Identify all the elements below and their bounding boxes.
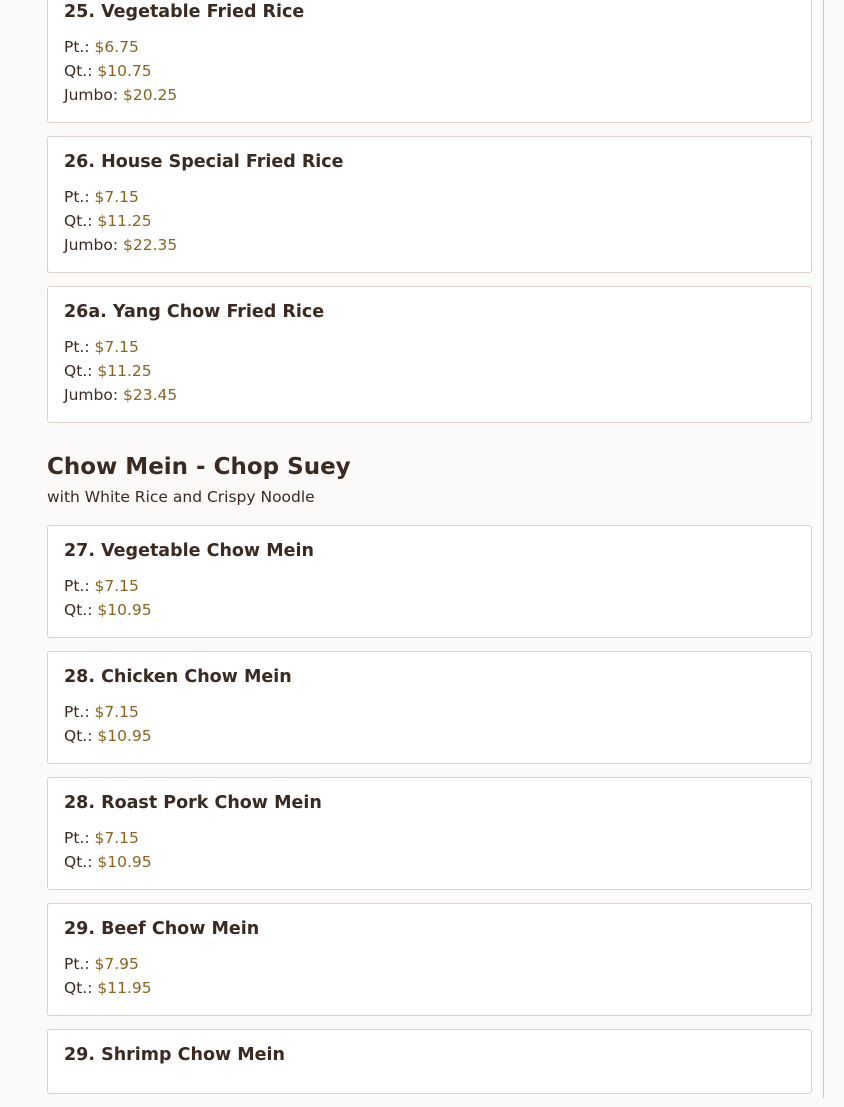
menu-item-title: 27. Vegetable Chow Mein <box>64 541 314 561</box>
menu-item-card[interactable] <box>47 1029 812 1094</box>
price-value: $10.75 <box>97 62 152 80</box>
menu-item-title: 25. Vegetable Fried Rice <box>64 2 305 22</box>
price-row <box>64 359 795 383</box>
price-value: $7.15 <box>94 829 139 847</box>
price-label: Pt.: <box>64 955 90 973</box>
price-value: $11.25 <box>97 212 152 230</box>
price-label: Pt.: <box>64 338 90 356</box>
price-label: Pt.: <box>64 188 90 206</box>
price-label: Qt.: <box>64 853 93 871</box>
price-row <box>64 59 795 83</box>
price-row <box>64 35 795 59</box>
price-value: $10.95 <box>97 727 152 745</box>
menu-page <box>47 0 812 1107</box>
menu-item-card[interactable] <box>47 525 812 638</box>
price-value: $6.75 <box>94 38 139 56</box>
price-value: $22.35 <box>122 236 178 254</box>
price-label: Pt.: <box>64 577 90 595</box>
price-row <box>64 952 795 976</box>
price-label: Qt.: <box>64 979 93 997</box>
menu-item-card[interactable] <box>47 136 812 273</box>
price-value: $7.15 <box>94 703 139 721</box>
menu-item-card[interactable] <box>47 651 812 764</box>
price-row <box>64 574 795 598</box>
menu-item-card[interactable] <box>47 286 812 423</box>
price-label: Qt.: <box>64 212 93 230</box>
menu-item-card[interactable] <box>47 777 812 890</box>
menu-item-title: 28. Chicken Chow Mein <box>64 667 292 687</box>
price-value: $7.15 <box>94 577 139 595</box>
price-row <box>64 976 795 1000</box>
menu-item-title: 29. Beef Chow Mein <box>64 919 260 939</box>
price-label: Pt.: <box>64 38 90 56</box>
menu-item-title: 28. Roast Pork Chow Mein <box>64 793 322 813</box>
price-label: Jumbo: <box>64 86 119 104</box>
price-value: $10.95 <box>97 601 152 619</box>
price-label: Jumbo: <box>64 386 119 404</box>
section-title: Chow Mein - Chop Suey <box>47 454 351 480</box>
price-value: $7.15 <box>94 338 139 356</box>
section-header <box>47 453 812 507</box>
section-subtitle: with White Rice and Crispy Noodle <box>47 488 315 506</box>
scroll-edge-divider <box>823 0 824 1098</box>
menu-item-card[interactable] <box>47 0 812 123</box>
price-label: Qt.: <box>64 727 93 745</box>
menu-item-title: 29. Shrimp Chow Mein <box>64 1045 285 1065</box>
price-value: $11.25 <box>97 362 152 380</box>
price-row <box>64 383 795 407</box>
price-row <box>64 185 795 209</box>
price-row <box>64 233 795 257</box>
price-value: $23.45 <box>122 386 178 404</box>
price-label: Pt.: <box>64 829 90 847</box>
price-value: $20.25 <box>122 86 178 104</box>
price-row <box>64 700 795 724</box>
price-row <box>64 850 795 874</box>
menu-item-card[interactable] <box>47 903 812 1016</box>
price-label: Qt.: <box>64 362 93 380</box>
price-row <box>64 724 795 748</box>
price-value: $7.15 <box>94 188 139 206</box>
price-value: $11.95 <box>97 979 152 997</box>
price-label: Pt.: <box>64 703 90 721</box>
price-row <box>64 598 795 622</box>
price-row <box>64 826 795 850</box>
price-row <box>64 209 795 233</box>
price-label: Qt.: <box>64 601 93 619</box>
price-value: $7.95 <box>94 955 139 973</box>
price-value: $10.95 <box>97 853 152 871</box>
menu-item-title: 26a. Yang Chow Fried Rice <box>64 302 325 322</box>
menu-item-title: 26. House Special Fried Rice <box>64 152 344 172</box>
price-label: Jumbo: <box>64 236 119 254</box>
price-row <box>64 83 795 107</box>
price-row <box>64 335 795 359</box>
price-label: Qt.: <box>64 62 93 80</box>
